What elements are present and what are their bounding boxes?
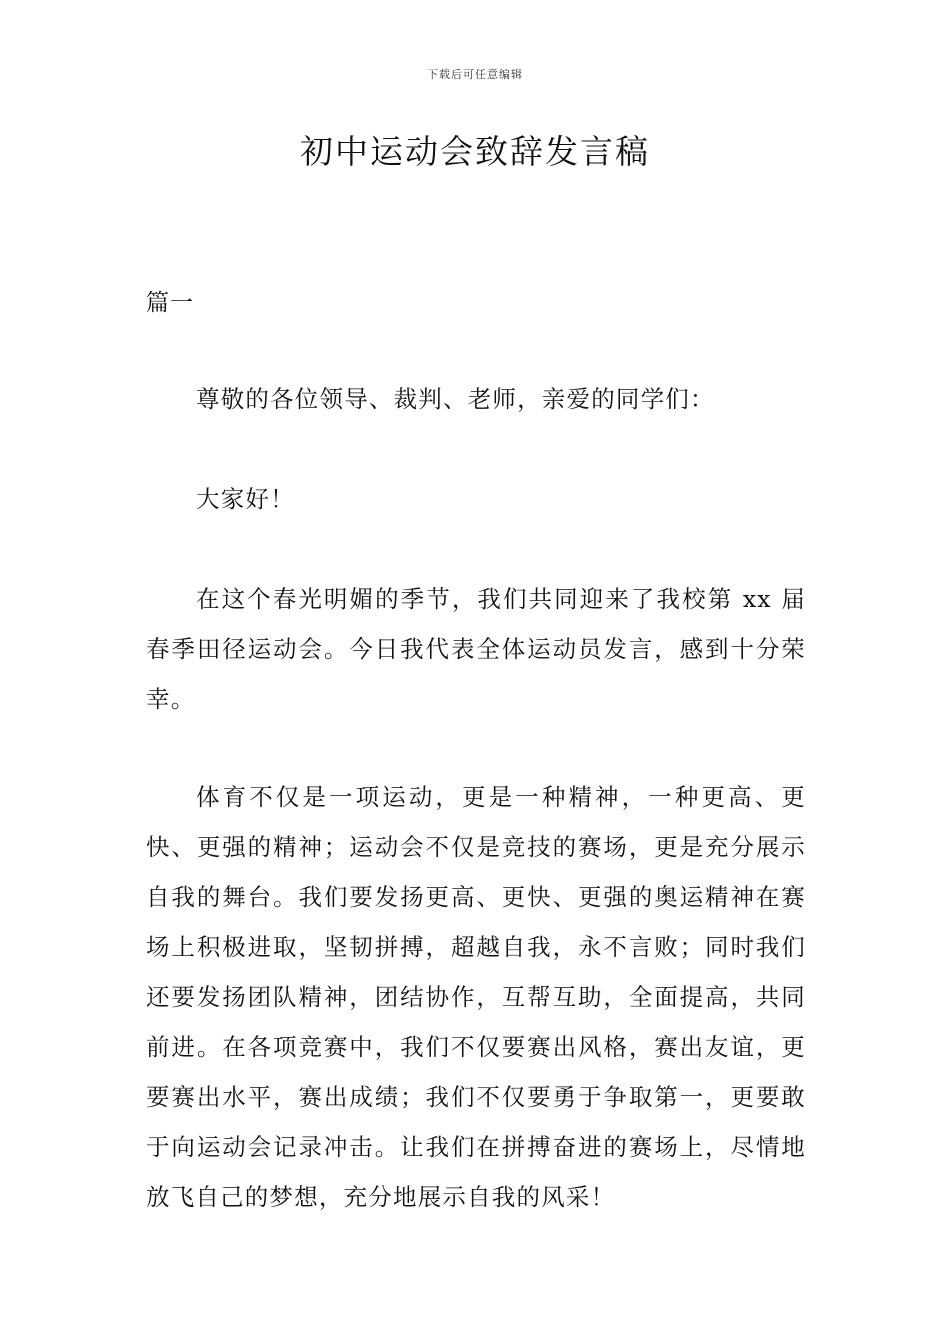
intro-paragraph: 在这个春光明媚的季节，我们共同迎来了我校第 xx 届春季田径运动会。今日我代表全体运动员发言，感到十分荣幸。 — [146, 585, 806, 713]
header-note: 下载后可任意编辑 — [427, 68, 523, 81]
greeting-paragraph: 大家好！ — [196, 485, 295, 513]
salutation-paragraph: 尊敬的各位领导、裁判、老师，亲爱的同学们： — [196, 385, 715, 413]
body-paragraph: 体育不仅是一项运动，更是一种精神，一种更高、更快、更强的精神；运动会不仅是竞技的赛场，更是充分展示自我的舞台。我们要发扬更高、更快、更强的奥运精神在赛场上积极进取，坚韧拼搏，超越自我，永不言败；同时我们还要发扬团队精神，团结协作，互帮互助，全面提高，共同前进。在各项竞赛中，我们不仅要赛出风格，赛出友谊，更要赛出水平，赛出成绩；我们不仅要勇于争取第一，更要敢于向运动会记录冲击。让我们在拼搏奋进的赛场上，尽情地放飞自己的梦想，充分地展示自我的风采！ — [146, 783, 806, 1211]
section-label: 篇一 — [146, 290, 194, 316]
document-title: 初中运动会致辞发言稿 — [300, 132, 650, 171]
